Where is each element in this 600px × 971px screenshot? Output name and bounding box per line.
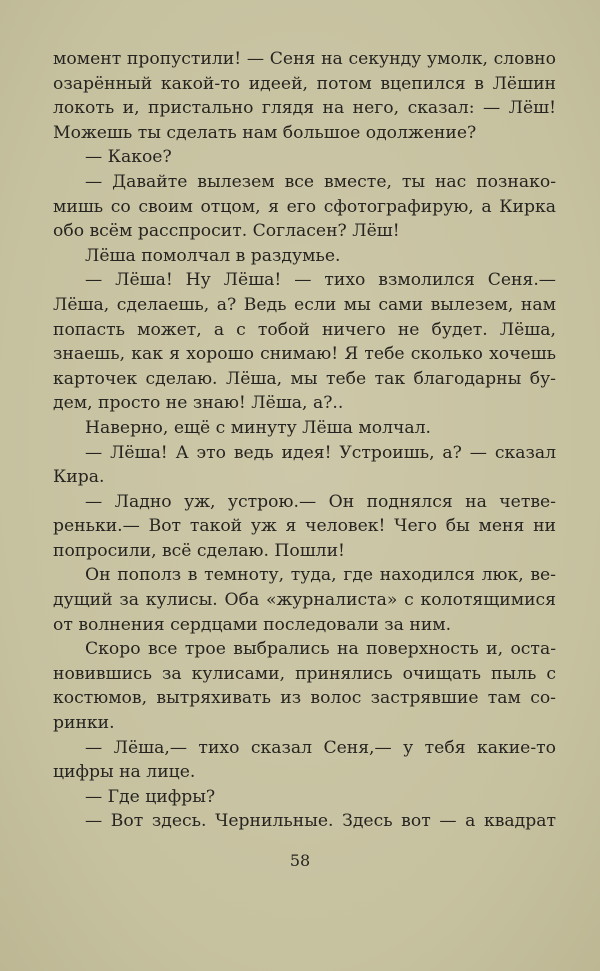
text-line: локоть и, пристально глядя на него, сказал: — Лёш! bbox=[53, 98, 556, 119]
text-line: цифры на лице. bbox=[53, 762, 196, 783]
text-line: Лёша помолчал в раздумье. bbox=[85, 245, 341, 266]
text-line: — Лёша,— тихо сказал Сеня,— у тебя какие-то bbox=[85, 737, 556, 758]
text-line: — Ладно уж, устрою.— Он поднялся на четве- bbox=[85, 491, 556, 512]
text-line: Лёша, сделаешь, а? Ведь если мы сами вылезем, нам bbox=[53, 294, 556, 315]
text-line: карточек сделаю. Лёша, мы тебе так благодарны бу- bbox=[53, 368, 556, 389]
text-line: попросили, всё сделаю. Пошли! bbox=[53, 540, 345, 561]
body-text bbox=[53, 47, 556, 834]
text-line: дущий за кулисы. Оба «журналиста» с колотящимися bbox=[53, 590, 556, 611]
text-line: — Где цифры? bbox=[85, 786, 216, 807]
page-number: 58 bbox=[289, 851, 311, 870]
text-line: — Лёша! Ну Лёша! — тихо взмолился Сеня.— bbox=[85, 270, 556, 291]
text-line: Наверно, ещё с минуту Лёша молчал. bbox=[85, 417, 431, 438]
text-line: дем, просто не знаю! Лёша, а?.. bbox=[53, 393, 344, 414]
text-line: — Вот здесь. Чернильные. Здесь вот — а квадрат bbox=[85, 811, 556, 832]
text-line: — Давайте вылезем все вместе, ты нас познако- bbox=[85, 171, 556, 192]
text-line: — Какое? bbox=[85, 147, 172, 168]
text-line: попасть может, а с тобой ничего не будет. Лёша, bbox=[53, 319, 556, 340]
text-line: — Лёша! А это ведь идея! Устроишь, а? — сказал bbox=[85, 442, 556, 463]
text-line: от волнения сердцами последовали за ним. bbox=[53, 614, 452, 635]
text-line: новившись за кулисами, принялись очищать пыль с bbox=[53, 663, 556, 684]
text-line: знаешь, как я хорошо снимаю! Я тебе сколько хочешь bbox=[53, 344, 556, 365]
text-line: реньки.— Вот такой уж я человек! Чего бы меня ни bbox=[53, 516, 556, 537]
text-line: Кира. bbox=[53, 467, 105, 488]
text-line: момент пропустили! — Сеня на секунду умолк, словно bbox=[53, 49, 556, 69]
text-line: обо всём расспросит. Согласен? Лёш! bbox=[53, 221, 400, 242]
text-line: Он пополз в темноту, туда, где находился люк, ве- bbox=[85, 565, 556, 586]
text-line: Скоро все трое выбрались на поверхность и, оста- bbox=[85, 639, 556, 660]
text-line: Можешь ты сделать нам большое одолжение? bbox=[53, 122, 477, 143]
text-line: костюмов, вытряхивать из волос застрявшие там со- bbox=[53, 688, 556, 709]
text-line: мишь со своим отцом, я его сфотографирую, а Кирка bbox=[53, 196, 556, 217]
text-line: ринки. bbox=[53, 713, 115, 734]
text-line: озарённый какой-то идеей, потом вцепился в Лёшин bbox=[53, 73, 556, 94]
